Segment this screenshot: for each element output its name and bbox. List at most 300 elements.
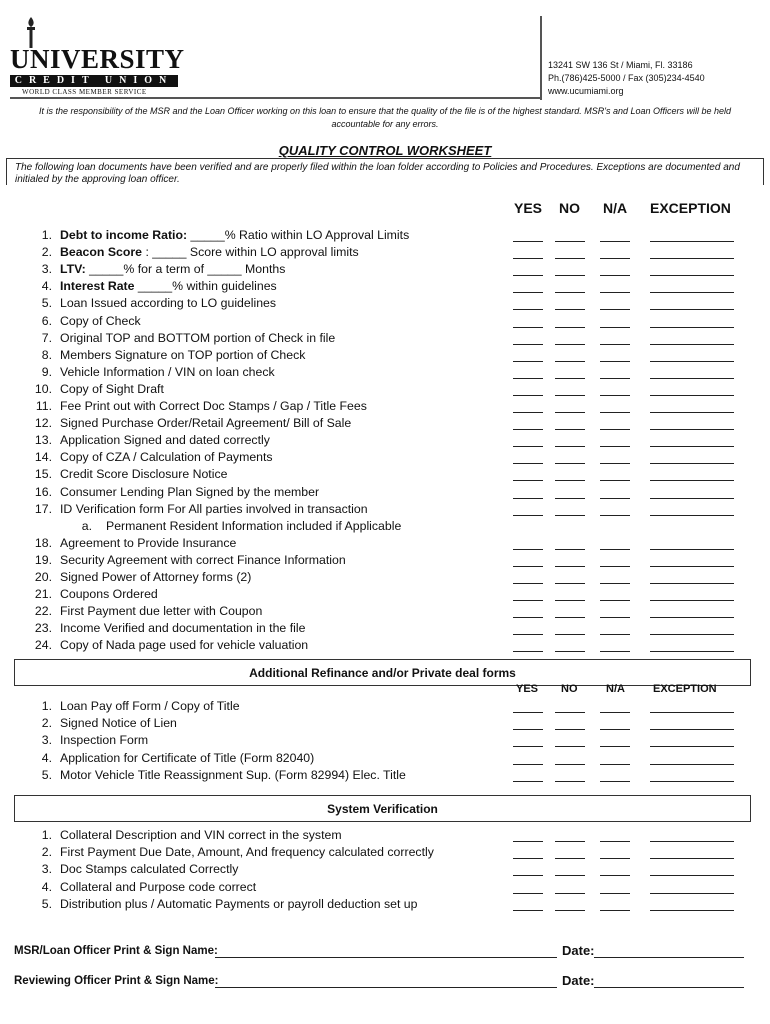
disclaimer: It is the responsibility of the MSR and the Loan Officer working on this loan to ensure that the quality of the file is of the highest standard. MSR's and Loan Officers will be held accountable for any errors. [38,106,732,129]
main-item-21-no-field[interactable] [555,583,585,584]
system-item-4-exception-field[interactable] [650,893,734,894]
system-item-4-no-field[interactable] [555,893,585,894]
main-item-12-na-field[interactable] [600,429,630,430]
phone-line: Ph.(786)425-5000 / Fax (305)234-4540 [548,73,705,83]
item-label: Signed Power of Attorney forms (2) [60,570,252,584]
checklist-row [0,880,770,897]
item-label: Agreement to Provide Insurance [60,535,237,550]
main-item-3-na-field[interactable] [600,275,630,276]
item-number: 1. [41,699,52,713]
refi-item-3-no-field[interactable] [555,746,585,747]
refi-item-1-no-field[interactable] [555,712,585,713]
item-text [60,621,305,635]
refinance-section-header [14,659,751,686]
item-label: Loan Pay off Form / Copy of Title [60,699,240,713]
checklist-row [0,768,770,785]
main-item-13-exception-field[interactable] [650,446,734,447]
logo-wordmark: UNIVERSITY [10,44,185,74]
item-number: 3. [41,733,52,748]
main-item-7-no-field[interactable] [555,344,585,345]
item-label: First Payment due letter with Coupon [60,604,263,619]
item-text [60,604,262,618]
main-item-19-exception-field[interactable] [650,549,734,550]
website-line: www.ucumiami.org [548,86,624,96]
refi-item-3-na-field[interactable] [600,746,630,747]
page-title: QUALITY CONTROL WORKSHEET [278,143,492,158]
item-text [60,536,236,550]
item-text [60,845,434,859]
checklist-row [0,897,770,914]
main-item-11-yes-field[interactable] [513,412,543,413]
checklist-row [0,587,770,604]
main-item-6-exception-field[interactable] [650,327,734,328]
main-item-24-na-field[interactable] [600,634,630,635]
main-item-24-exception-field[interactable] [650,634,734,635]
item-number: 12. [34,416,52,431]
main-item-22-na-field[interactable] [600,600,630,601]
item-number: 23. [34,621,52,636]
checklist-row [0,365,770,382]
item-label: ID Verification form For All parties involved in transaction [60,501,368,516]
item-label: Copy of Nada page used for vehicle valuation [60,638,309,653]
main-item-8-no-field[interactable] [555,361,585,362]
item-number: 8. [41,347,52,362]
item-text [60,768,406,782]
main-item-8-yes-field[interactable] [513,361,543,362]
item-number: 6. [41,313,52,328]
item-text [60,828,342,842]
main-item-2-no-field[interactable] [555,258,585,259]
item-label: Vehicle Information / VIN on loan check [60,364,275,379]
checklist-row [0,262,770,279]
main-item-14-yes-field[interactable] [513,463,543,464]
msr-signature-label: MSR/Loan Officer Print & Sign Name: [14,945,218,957]
item-label: Original TOP and BOTTOM portion of Check in file [60,330,336,345]
item-number: 24. [34,638,52,653]
main-item-25-exception-field[interactable] [650,651,734,652]
checklist-row [0,751,770,768]
item-number: 17. [34,501,52,516]
main-item-25-na-field[interactable] [600,651,630,652]
item-label: Permanent Resident Information included if Applicable [106,518,402,533]
main-item-6-yes-field[interactable] [513,327,543,328]
item-label-bold: Beacon Score [60,245,143,260]
main-item-5-na-field[interactable] [600,309,630,310]
refi-item-2-exception-field[interactable] [650,729,734,730]
checklist-row [0,519,770,536]
main-item-16-na-field[interactable] [600,498,630,499]
item-text [60,416,351,430]
main-item-15-na-field[interactable] [600,480,630,481]
main-item-6-na-field[interactable] [600,327,630,328]
main-item-1-yes-field[interactable] [513,241,543,242]
column-exception: EXCEPTION [650,200,731,216]
refi-item-5-exception-field[interactable] [650,781,734,782]
refi-item-4-yes-field[interactable] [513,764,543,765]
main-item-6-no-field[interactable] [555,327,585,328]
item-text [60,733,148,747]
main-item-22-yes-field[interactable] [513,600,543,601]
logo-subtitle: CREDIT UNION [10,75,178,87]
checklist-row [0,828,770,845]
system-item-2-exception-field[interactable] [650,858,734,859]
item-label: Income Verified and documentation in the file [60,621,306,636]
checklist-row [0,553,770,570]
system-item-1-yes-field[interactable] [513,841,543,842]
main-item-11-na-field[interactable] [600,412,630,413]
reviewer-date-label: Date: [562,973,595,988]
item-text [60,467,227,481]
item-text [60,262,285,276]
refi-item-2-na-field[interactable] [600,729,630,730]
system-item-1-no-field[interactable] [555,841,585,842]
main-item-17-yes-field[interactable] [513,515,543,516]
main-item-9-no-field[interactable] [555,378,585,379]
system-item-3-yes-field[interactable] [513,875,543,876]
refi-item-3-yes-field[interactable] [513,746,543,747]
main-item-21-yes-field[interactable] [513,583,543,584]
msr-date-label: Date: [562,943,595,958]
msr-signature-field[interactable] [215,957,557,958]
item-number: a. [81,518,92,533]
item-text [60,751,314,765]
refinance-column-yes: YES [516,683,539,695]
refi-item-3-exception-field[interactable] [650,746,734,747]
system-item-5-exception-field[interactable] [650,910,734,911]
main-item-4-yes-field[interactable] [513,292,543,293]
checklist-row [0,604,770,621]
main-item-22-no-field[interactable] [555,600,585,601]
item-number: 2. [41,245,52,260]
system-item-5-yes-field[interactable] [513,910,543,911]
column-na: N/A [603,200,628,216]
system-item-3-exception-field[interactable] [650,875,734,876]
item-label: Copy of CZA / Calculation of Payments [60,450,273,465]
checklist-row [0,485,770,502]
item-label: Consumer Lending Plan Signed by the member [60,484,320,499]
refi-item-1-na-field[interactable] [600,712,630,713]
item-text [60,485,319,499]
main-item-25-no-field[interactable] [555,651,585,652]
header-divider-horizontal [10,97,540,99]
item-label: Application for Certificate of Title (Form 82040) [60,750,315,765]
refi-item-4-na-field[interactable] [600,764,630,765]
item-text [60,314,141,328]
main-item-3-exception-field[interactable] [650,275,734,276]
item-number: 3. [41,262,52,277]
checklist-row [0,245,770,262]
checklist-row [0,331,770,348]
item-number: 7. [41,330,52,345]
main-item-10-na-field[interactable] [600,395,630,396]
main-item-2-yes-field[interactable] [513,258,543,259]
item-label: Fee Print out with Correct Doc Stamps / Gap / Title Fees [60,399,367,413]
main-item-17-exception-field[interactable] [650,515,734,516]
checklist-row [0,862,770,879]
main-item-11-exception-field[interactable] [650,412,734,413]
item-number: 2. [41,845,52,860]
item-label: First Payment Due Date, Amount, And frequency calculated correctly [60,845,434,860]
item-label: Application Signed and dated correctly [60,433,270,448]
system-item-4-na-field[interactable] [600,893,630,894]
system-item-5-na-field[interactable] [600,910,630,911]
main-item-16-exception-field[interactable] [650,498,734,499]
refi-item-2-yes-field[interactable] [513,729,543,730]
checklist-row [0,279,770,296]
checklist-row [0,716,770,733]
checklist-row [0,296,770,313]
reviewer-signature-field[interactable] [215,987,557,988]
main-item-10-yes-field[interactable] [513,395,543,396]
main-item-22-exception-field[interactable] [650,600,734,601]
item-number: 5. [41,896,52,911]
item-label: Collateral Description and VIN correct in the system [60,828,342,842]
item-number: 9. [41,364,52,379]
main-item-2-exception-field[interactable] [650,258,734,259]
item-text [60,399,367,413]
main-item-12-yes-field[interactable] [513,429,543,430]
item-text [60,296,276,310]
refi-item-4-no-field[interactable] [555,764,585,765]
checklist-row [0,314,770,331]
item-label: Loan Issued according to LO guidelines [60,296,277,311]
logo-tagline: WORLD CLASS MEMBER SERVICE [22,88,147,96]
main-item-15-yes-field[interactable] [513,480,543,481]
item-number: 16. [34,484,52,499]
main-item-15-exception-field[interactable] [650,480,734,481]
main-item-1-exception-field[interactable] [650,241,734,242]
item-text [60,862,238,876]
refi-item-4-exception-field[interactable] [650,764,734,765]
reviewer-signature-label: Reviewing Officer Print & Sign Name: [14,975,219,987]
main-item-19-na-field[interactable] [600,549,630,550]
refinance-heading: Additional Refinance and/or Private deal forms [249,666,516,680]
system-item-3-na-field[interactable] [600,875,630,876]
item-text [106,519,401,533]
item-label: Copy of Check [60,313,141,328]
main-item-7-exception-field[interactable] [650,344,734,345]
item-label: Members Signature on TOP portion of Check [60,347,306,362]
system-item-5-no-field[interactable] [555,910,585,911]
main-item-14-na-field[interactable] [600,463,630,464]
main-item-12-no-field[interactable] [555,429,585,430]
item-number: 14. [34,450,52,465]
refinance-column-no: NO [561,683,578,695]
item-label-bold: LTV: [60,262,86,277]
main-item-3-yes-field[interactable] [513,275,543,276]
item-number: 1. [41,228,52,242]
item-number: 4. [41,750,52,765]
item-text [60,382,164,396]
item-text [60,331,335,345]
main-item-7-na-field[interactable] [600,344,630,345]
refi-item-5-yes-field[interactable] [513,781,543,782]
main-item-5-no-field[interactable] [555,309,585,310]
checklist-row [0,433,770,450]
item-number: 1. [41,828,52,842]
checklist-row [0,399,770,416]
item-label-bold: Interest Rate [60,279,135,294]
main-item-7-yes-field[interactable] [513,344,543,345]
system-item-2-yes-field[interactable] [513,858,543,859]
item-text [60,228,409,242]
refinance-column-exception: EXCEPTION [653,683,717,695]
intro-text: The following loan documents have been verified and are properly filed within the loan folder according to Policies and Procedures. Exceptions are documented and initialed by the approving loan officer. [15,162,740,185]
item-label: Doc Stamps calculated Correctly [60,862,239,877]
main-item-13-yes-field[interactable] [513,446,543,447]
main-item-5-exception-field[interactable] [650,309,734,310]
system-item-1-exception-field[interactable] [650,841,734,842]
main-item-9-na-field[interactable] [600,378,630,379]
main-item-8-exception-field[interactable] [650,361,734,362]
item-text [60,279,277,293]
main-item-3-no-field[interactable] [555,275,585,276]
item-number: 21. [34,587,52,602]
item-text [60,699,240,713]
msr-date-field[interactable] [594,957,744,958]
main-item-20-no-field[interactable] [555,566,585,567]
checklist-row [0,699,770,716]
system-item-2-na-field[interactable] [600,858,630,859]
item-number: 18. [34,535,52,550]
item-label: Distribution plus / Automatic Payments or payroll deduction set up [60,896,418,911]
main-item-23-exception-field[interactable] [650,617,734,618]
refi-item-5-na-field[interactable] [600,781,630,782]
system-item-3-no-field[interactable] [555,875,585,876]
item-number: 15. [34,467,52,482]
refinance-column-na: N/A [606,683,625,695]
item-number: 13. [34,433,52,448]
item-text [60,433,270,447]
checklist-row [0,638,770,655]
item-number: 19. [34,552,52,567]
main-item-23-no-field[interactable] [555,617,585,618]
system-item-1-na-field[interactable] [600,841,630,842]
main-item-14-exception-field[interactable] [650,463,734,464]
item-label: Signed Notice of Lien [60,716,177,731]
checklist-row [0,536,770,553]
main-item-24-no-field[interactable] [555,634,585,635]
checklist-row [0,416,770,433]
main-item-20-yes-field[interactable] [513,566,543,567]
system-heading: System Verification [327,802,438,816]
column-no: NO [559,200,580,216]
main-item-17-no-field[interactable] [555,515,585,516]
main-item-4-no-field[interactable] [555,292,585,293]
main-item-20-na-field[interactable] [600,566,630,567]
main-item-25-yes-field[interactable] [513,651,543,652]
main-item-23-yes-field[interactable] [513,617,543,618]
main-item-19-no-field[interactable] [555,549,585,550]
main-item-4-na-field[interactable] [600,292,630,293]
main-item-1-na-field[interactable] [600,241,630,242]
main-item-11-no-field[interactable] [555,412,585,413]
checklist-row [0,450,770,467]
main-item-5-yes-field[interactable] [513,309,543,310]
header-divider-vertical [540,16,542,100]
system-section-header [14,795,751,822]
main-item-10-no-field[interactable] [555,395,585,396]
item-label-bold: Debt to income Ratio: [60,228,188,242]
address-line: 13241 SW 136 St / Miami, Fl. 33186 [548,60,693,70]
main-item-21-exception-field[interactable] [650,583,734,584]
item-number: 5. [41,296,52,311]
refi-item-1-yes-field[interactable] [513,712,543,713]
main-item-24-yes-field[interactable] [513,634,543,635]
main-item-4-exception-field[interactable] [650,292,734,293]
item-text [60,245,359,259]
item-label: Signed Purchase Order/Retail Agreement/ Bill of Sale [60,416,352,431]
column-yes: YES [514,200,543,216]
item-text [60,587,158,601]
item-number: 10. [34,381,52,396]
item-text [60,365,275,379]
refi-item-2-no-field[interactable] [555,729,585,730]
main-item-20-exception-field[interactable] [650,566,734,567]
item-label: Coupons Ordered [60,587,158,602]
item-text [60,638,308,652]
main-item-13-no-field[interactable] [555,446,585,447]
main-item-23-na-field[interactable] [600,617,630,618]
checklist-row [0,570,770,587]
item-label: Collateral and Purpose code correct [60,879,257,894]
system-item-4-yes-field[interactable] [513,893,543,894]
main-item-10-exception-field[interactable] [650,395,734,396]
main-item-16-yes-field[interactable] [513,498,543,499]
main-item-9-exception-field[interactable] [650,378,734,379]
intro-box [6,158,764,185]
checklist-row [0,467,770,484]
main-item-1-no-field[interactable] [555,241,585,242]
checklist-row [0,733,770,750]
system-item-2-no-field[interactable] [555,858,585,859]
item-text [60,502,368,516]
refi-item-5-no-field[interactable] [555,781,585,782]
main-item-2-na-field[interactable] [600,258,630,259]
item-number: 3. [41,862,52,877]
item-text [60,553,346,567]
item-label: _____% Ratio within LO Approval Limits [190,228,410,242]
checklist-row [0,382,770,399]
item-number: 22. [34,604,52,619]
item-number: 5. [41,767,52,782]
main-item-21-na-field[interactable] [600,583,630,584]
main-item-9-yes-field[interactable] [513,378,543,379]
main-item-12-exception-field[interactable] [650,429,734,430]
item-number: 20. [34,570,52,584]
main-item-14-no-field[interactable] [555,463,585,464]
item-label: : _____ Score within LO approval limits [145,245,359,260]
main-item-19-yes-field[interactable] [513,549,543,550]
item-label: Credit Score Disclosure Notice [60,467,228,482]
item-text [60,880,256,894]
item-label: Motor Vehicle Title Reassignment Sup. (Form 82994) Elec. Title [60,767,406,782]
main-item-17-na-field[interactable] [600,515,630,516]
item-label: _____% for a term of _____ Months [89,262,286,277]
item-number: 2. [41,716,52,731]
main-item-13-na-field[interactable] [600,446,630,447]
item-text [60,348,305,362]
item-text [60,450,273,464]
item-label: Security Agreement with correct Finance Information [60,552,346,567]
refi-item-1-exception-field[interactable] [650,712,734,713]
main-item-8-na-field[interactable] [600,361,630,362]
checklist-row [0,845,770,862]
reviewer-date-field[interactable] [594,987,744,988]
item-label: Copy of Sight Draft [60,381,164,396]
main-item-16-no-field[interactable] [555,498,585,499]
main-item-15-no-field[interactable] [555,480,585,481]
